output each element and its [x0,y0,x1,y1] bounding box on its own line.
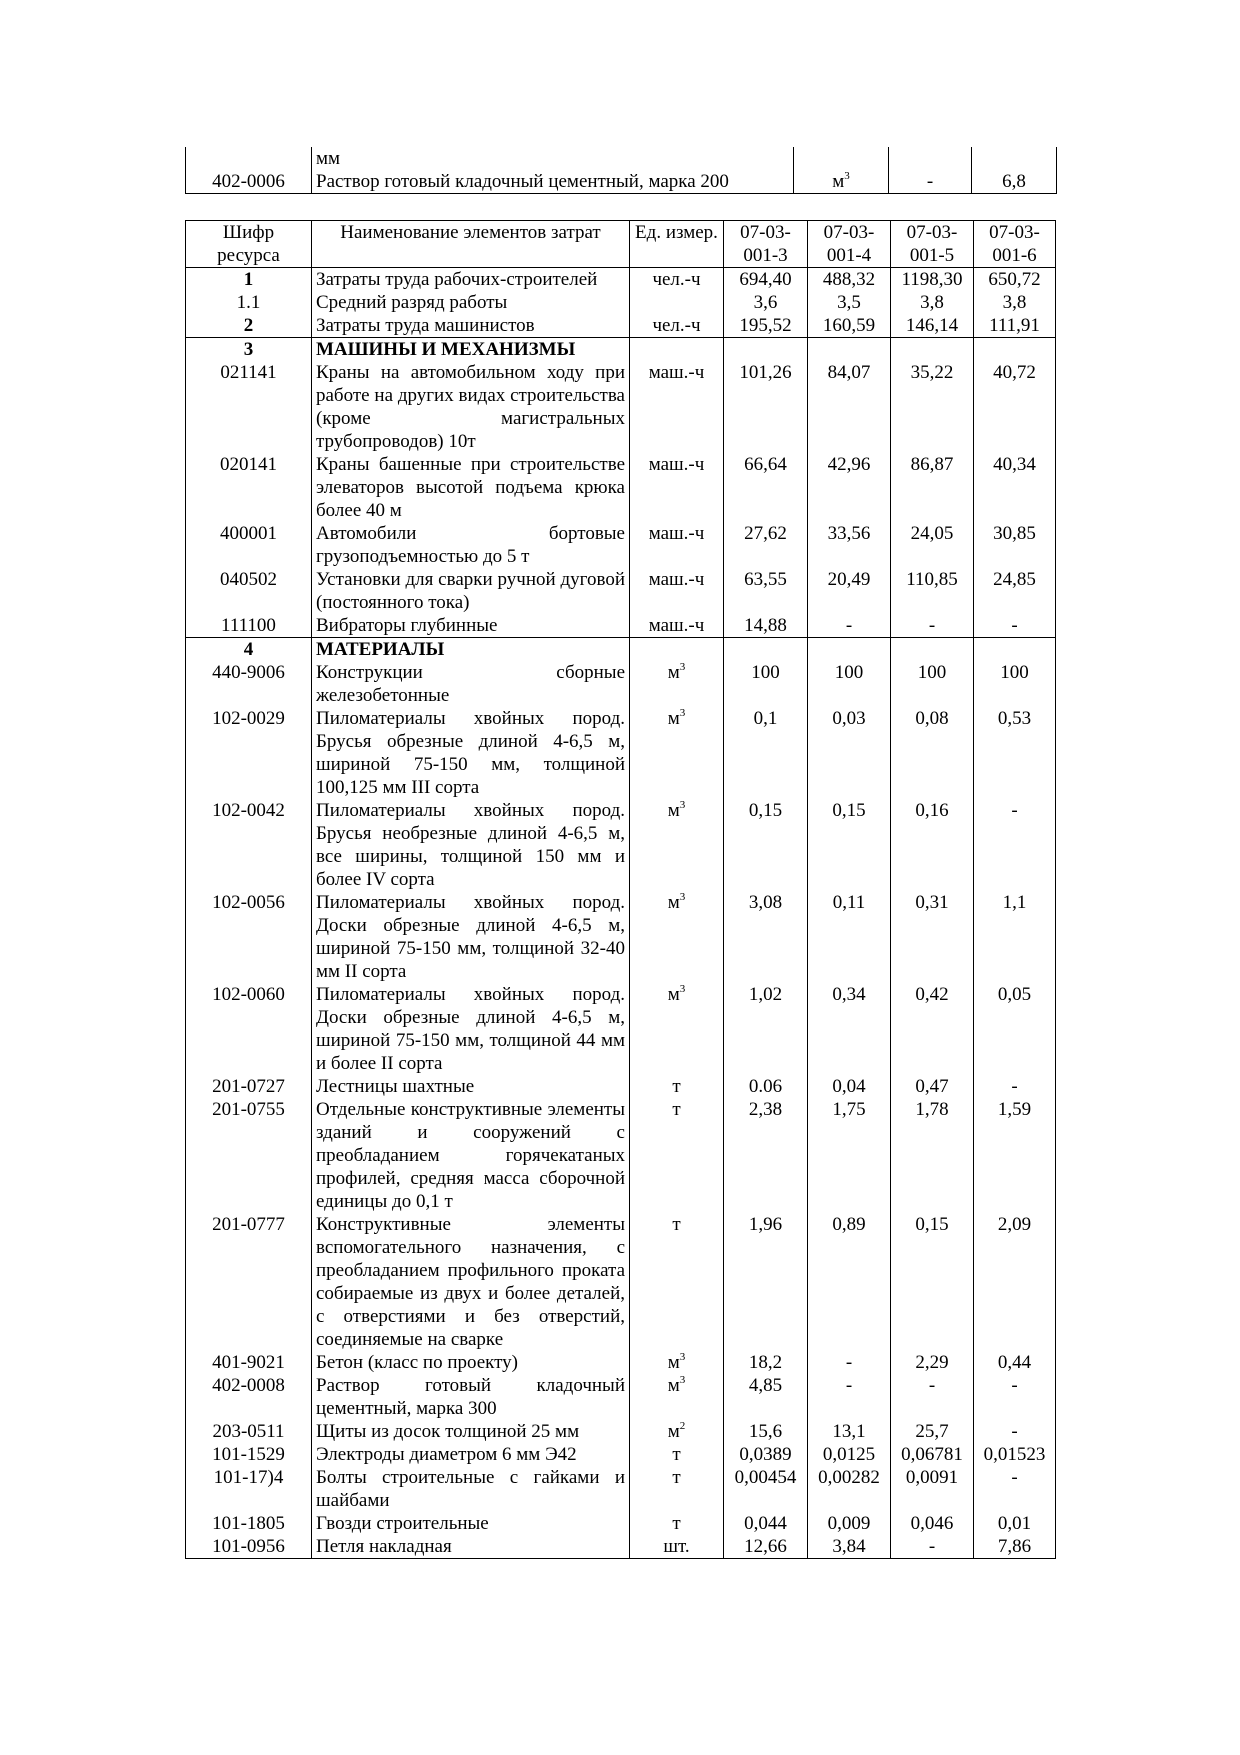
resource-unit [630,291,724,314]
resource-name: МАТЕРИАЛЫ [312,638,630,662]
value-col-1: 3,6 [724,291,808,314]
unit-text: маш.-ч [648,615,705,636]
value-col-4: 1,1 [974,891,1056,983]
resource-unit [630,1374,724,1420]
resource-unit [630,1466,724,1512]
unit-text: т [672,1444,681,1465]
value-cell [972,147,1057,170]
unit-text: шт. [663,1536,690,1557]
resource-unit [630,1443,724,1466]
resource-name: Краны башенные при строительстве элеваторов высотой подъема крюка более 40 м [312,453,630,522]
resource-code: 102-0060 [186,983,312,1075]
resource-code: 102-0056 [186,891,312,983]
value-col-1: 12,66 [724,1535,808,1559]
value-col-2: 0,34 [808,983,891,1075]
value-col-2: 1,75 [808,1098,891,1213]
value-col-4: 40,72 [974,361,1056,453]
unit-superscript: 2 [679,1419,686,1432]
table-row [186,568,1056,614]
unit-superscript: 3 [679,890,686,903]
table-row [186,1351,1056,1374]
value-col-3: 1198,30 [891,268,974,292]
table-body [186,268,1056,1559]
resource-unit [794,170,889,194]
resource-unit [794,147,889,170]
header-col-2: 07-03-001-4 [808,221,891,268]
unit-text: т [672,1214,681,1235]
value-col-4: 40,34 [974,453,1056,522]
resource-name: Автомобили бортовые грузоподъемностью до 5 т [312,522,630,568]
table-row [186,1535,1056,1559]
unit-text: т [672,1076,681,1097]
resource-unit [630,522,724,568]
value-col-4: - [974,1420,1056,1443]
resource-unit [630,314,724,338]
value-col-4: 0,53 [974,707,1056,799]
resource-code: 1 [186,268,312,292]
value-col-2: 488,32 [808,268,891,292]
value-col-3: - [891,1374,974,1420]
value-col-3: 86,87 [891,453,974,522]
value-cell [889,147,972,170]
value-col-3: 0,16 [891,799,974,891]
resource-name: Отдельные конструктивные элементы зданий и сооружений с преобладанием горячекатаных профилей, средняя масса сборочной единицы до 0,1 т [312,1098,630,1213]
resource-code: 2 [186,314,312,338]
value-col-1: 0,0389 [724,1443,808,1466]
resource-code: 4 [186,638,312,662]
resource-code: 102-0029 [186,707,312,799]
resource-unit [630,1213,724,1351]
value-col-4: 30,85 [974,522,1056,568]
value-col-3: 1,78 [891,1098,974,1213]
resource-unit [630,661,724,707]
resource-code: 020141 [186,453,312,522]
value-col-3: 110,85 [891,568,974,614]
value-col-1: 1,96 [724,1213,808,1351]
continuation-body [186,147,1057,194]
header-col-3: 07-03-001-5 [891,221,974,268]
value-col-3: 0,046 [891,1512,974,1535]
value-col-3: 0,0091 [891,1466,974,1512]
value-col-1: 14,88 [724,614,808,638]
table-row [186,1098,1056,1213]
continuation-row [186,170,1057,194]
value-col-1: 27,62 [724,522,808,568]
value-col-1: 101,26 [724,361,808,453]
value-col-4 [974,338,1056,362]
unit-text: маш.-ч [648,454,705,475]
value-col-2 [808,638,891,662]
value-col-4 [974,638,1056,662]
value-col-4: 7,86 [974,1535,1056,1559]
value-col-2: 33,56 [808,522,891,568]
resource-name: Пиломатериалы хвойных пород. Доски обрезные длиной 4-6,5 м, шириной 75-150 мм, толщиной 44 мм и более II сорта [312,983,630,1075]
resource-unit [630,614,724,638]
unit-text: т [672,1513,681,1534]
resource-code: 101-1805 [186,1512,312,1535]
unit-text: маш.-ч [648,362,705,383]
unit-text: т [672,1099,681,1120]
table-row [186,983,1056,1075]
value-col-1: 15,6 [724,1420,808,1443]
value-col-4: 100 [974,661,1056,707]
unit-superscript: 3 [844,169,850,182]
table-header [186,221,1056,268]
value-col-4: 0,01523 [974,1443,1056,1466]
value-col-1: 0.06 [724,1075,808,1098]
unit-superscript: 3 [679,1373,686,1386]
value-col-4: 650,72 [974,268,1056,292]
value-col-2: 0,0125 [808,1443,891,1466]
resource-name: Установки для сварки ручной дуговой (постоянного тока) [312,568,630,614]
resource-unit [630,1098,724,1213]
resource-name: Средний разряд работы [312,291,630,314]
header-unit: Ед. измер. [630,221,724,268]
resource-unit [630,638,724,662]
value-col-4: - [974,1374,1056,1420]
resource-code: 201-0755 [186,1098,312,1213]
unit-text: м [667,708,680,729]
resource-name: Лестницы шахтные [312,1075,630,1098]
value-col-2: 13,1 [808,1420,891,1443]
resource-name: Пиломатериалы хвойных пород. Доски обрезные длиной 4-6,5 м, шириной 75-150 мм, толщиной 32-40 мм II сорта [312,891,630,983]
resource-unit [630,338,724,362]
unit-superscript: 3 [679,1350,686,1363]
unit-text: м [667,984,680,1005]
resource-name: Пиломатериалы хвойных пород. Брусья необрезные длиной 4-6,5 м, все ширины, толщиной 150 мм и более IV сорта [312,799,630,891]
value-cell: - [889,170,972,194]
value-col-4: 0,01 [974,1512,1056,1535]
resource-name: Раствор готовый кладочный цементный, марка 200 [312,170,794,194]
unit-text: м [667,892,680,913]
resource-unit [630,568,724,614]
table-row [186,338,1056,362]
unit-text: маш.-ч [648,569,705,590]
resource-code: 040502 [186,568,312,614]
value-col-3: 3,8 [891,291,974,314]
header-name: Наименование элементов затрат [312,221,630,268]
value-col-2: 160,59 [808,314,891,338]
value-col-2 [808,338,891,362]
resource-unit [630,1075,724,1098]
value-col-4: 111,91 [974,314,1056,338]
value-col-3: 0,31 [891,891,974,983]
table-row [186,661,1056,707]
value-col-3: 0,06781 [891,1443,974,1466]
table-row [186,891,1056,983]
resource-unit [630,891,724,983]
value-col-4: 1,59 [974,1098,1056,1213]
value-col-4: 0,44 [974,1351,1056,1374]
table-row [186,361,1056,453]
value-col-2: - [808,1351,891,1374]
unit-text: м [667,1352,680,1373]
value-col-3: 2,29 [891,1351,974,1374]
value-col-3: - [891,614,974,638]
value-col-1: 2,38 [724,1098,808,1213]
unit-text: м [667,800,680,821]
header-col-1: 07-03-001-3 [724,221,808,268]
value-col-2: 42,96 [808,453,891,522]
resource-unit [630,983,724,1075]
table-row [186,1420,1056,1443]
value-col-1: 0,1 [724,707,808,799]
resource-unit [630,707,724,799]
value-col-4: 0,05 [974,983,1056,1075]
value-col-4: 2,09 [974,1213,1056,1351]
resource-unit [630,268,724,292]
value-col-4: 3,8 [974,291,1056,314]
resource-name: Щиты из досок толщиной 25 мм [312,1420,630,1443]
table-row [186,314,1056,338]
resource-name: Пиломатериалы хвойных пород. Брусья обрезные длиной 4-6,5 м, шириной 75-150 мм, толщиной 100,125 мм III сорта [312,707,630,799]
resource-code: 402-0008 [186,1374,312,1420]
resource-unit [630,1420,724,1443]
table-row [186,291,1056,314]
resource-code: 3 [186,338,312,362]
value-col-2: - [808,614,891,638]
value-col-1: 66,64 [724,453,808,522]
table-row [186,1443,1056,1466]
value-col-4: - [974,614,1056,638]
value-col-1 [724,338,808,362]
resource-name: Конструкции сборные железобетонные [312,661,630,707]
resource-name: Электроды диаметром 6 мм Э42 [312,1443,630,1466]
value-col-3: 146,14 [891,314,974,338]
table-row [186,453,1056,522]
value-col-1: 0,15 [724,799,808,891]
value-col-1: 100 [724,661,808,707]
value-col-2: 100 [808,661,891,707]
value-col-1: 4,85 [724,1374,808,1420]
value-col-1: 0,00454 [724,1466,808,1512]
unit-text: м [667,1375,680,1396]
unit-superscript: 3 [679,798,686,811]
continuation-table [185,147,1057,194]
value-col-2: 3,84 [808,1535,891,1559]
value-col-1: 0,044 [724,1512,808,1535]
unit-superscript: 3 [679,982,686,995]
resource-code: 102-0042 [186,799,312,891]
value-col-3: 0,47 [891,1075,974,1098]
value-col-1 [724,638,808,662]
value-col-2: 3,5 [808,291,891,314]
value-col-4: 24,85 [974,568,1056,614]
value-col-1: 3,08 [724,891,808,983]
resource-table [185,220,1056,1559]
resource-code: 400001 [186,522,312,568]
value-col-2: 84,07 [808,361,891,453]
resource-unit [630,361,724,453]
resource-code: 101-17)4 [186,1466,312,1512]
header-code: Шифр ресурса [186,221,312,268]
unit-text: м [667,662,680,683]
value-col-1: 1,02 [724,983,808,1075]
unit-text: м [832,171,845,192]
resource-code: 201-0727 [186,1075,312,1098]
continuation-row [186,147,1057,170]
resource-name: Краны на автомобильном ходу при работе на других видах строительства (кроме магистральных трубопроводов) 10т [312,361,630,453]
resource-name: мм [312,147,794,170]
resource-name: Петля накладная [312,1535,630,1559]
value-col-3: 24,05 [891,522,974,568]
value-col-2: 0,00282 [808,1466,891,1512]
resource-code: 203-0511 [186,1420,312,1443]
table-row [186,1213,1056,1351]
value-col-3: 0,08 [891,707,974,799]
table-row [186,614,1056,638]
value-col-1: 195,52 [724,314,808,338]
value-col-3: 100 [891,661,974,707]
unit-text: чел.-ч [652,269,701,290]
value-col-3 [891,338,974,362]
resource-code: 201-0777 [186,1213,312,1351]
value-col-2: - [808,1374,891,1420]
resource-name: Раствор готовый кладочный цементный, марка 300 [312,1374,630,1420]
resource-unit [630,1351,724,1374]
value-col-2: 0,11 [808,891,891,983]
resource-code: 021141 [186,361,312,453]
value-col-2: 0,15 [808,799,891,891]
resource-code [186,147,312,170]
resource-unit [630,1512,724,1535]
value-col-2: 0,89 [808,1213,891,1351]
value-col-2: 0,009 [808,1512,891,1535]
resource-unit [630,799,724,891]
unit-text: чел.-ч [652,315,701,336]
resource-code: 101-1529 [186,1443,312,1466]
header-col-4: 07-03-001-6 [974,221,1056,268]
value-col-1: 63,55 [724,568,808,614]
table-row [186,1374,1056,1420]
table-row [186,268,1056,292]
resource-code: 1.1 [186,291,312,314]
resource-code: 440-9006 [186,661,312,707]
resource-code: 111100 [186,614,312,638]
unit-text: т [672,1467,681,1488]
value-col-3: 0,15 [891,1213,974,1351]
value-col-3 [891,638,974,662]
resource-unit [630,1535,724,1559]
resource-code: 402-0006 [186,170,312,194]
resource-code: 401-9021 [186,1351,312,1374]
value-col-3: 0,42 [891,983,974,1075]
table-row [186,1466,1056,1512]
resource-name: Затраты труда рабочих-строителей [312,268,630,292]
table-row [186,799,1056,891]
value-col-3: - [891,1535,974,1559]
value-col-3: 35,22 [891,361,974,453]
resource-name: Конструктивные элементы вспомогательного назначения, с преобладанием профильного проката собираемые из двух и более деталей, с отверстиями и без отверстий, соединяемые на сварке [312,1213,630,1351]
value-col-2: 0,04 [808,1075,891,1098]
resource-name: Затраты труда машинистов [312,314,630,338]
resource-name: Вибраторы глубинные [312,614,630,638]
table-row [186,522,1056,568]
value-col-4: - [974,1075,1056,1098]
unit-superscript: 3 [679,660,686,673]
value-col-2: 20,49 [808,568,891,614]
resource-name: Бетон (класс по проекту) [312,1351,630,1374]
table-row [186,1512,1056,1535]
unit-text: маш.-ч [648,523,705,544]
value-cell: 6,8 [972,170,1057,194]
value-col-1: 694,40 [724,268,808,292]
value-col-2: 0,03 [808,707,891,799]
resource-code: 101-0956 [186,1535,312,1559]
resource-name: МАШИНЫ И МЕХАНИЗМЫ [312,338,630,362]
value-col-4: - [974,1466,1056,1512]
value-col-4: - [974,799,1056,891]
resource-name: Гвозди строительные [312,1512,630,1535]
table-row [186,1075,1056,1098]
value-col-1: 18,2 [724,1351,808,1374]
value-col-3: 25,7 [891,1420,974,1443]
table-row [186,638,1056,662]
resource-unit [630,453,724,522]
resource-name: Болты строительные с гайками и шайбами [312,1466,630,1512]
unit-text: м [667,1421,680,1442]
unit-superscript: 3 [679,706,686,719]
table-row [186,707,1056,799]
